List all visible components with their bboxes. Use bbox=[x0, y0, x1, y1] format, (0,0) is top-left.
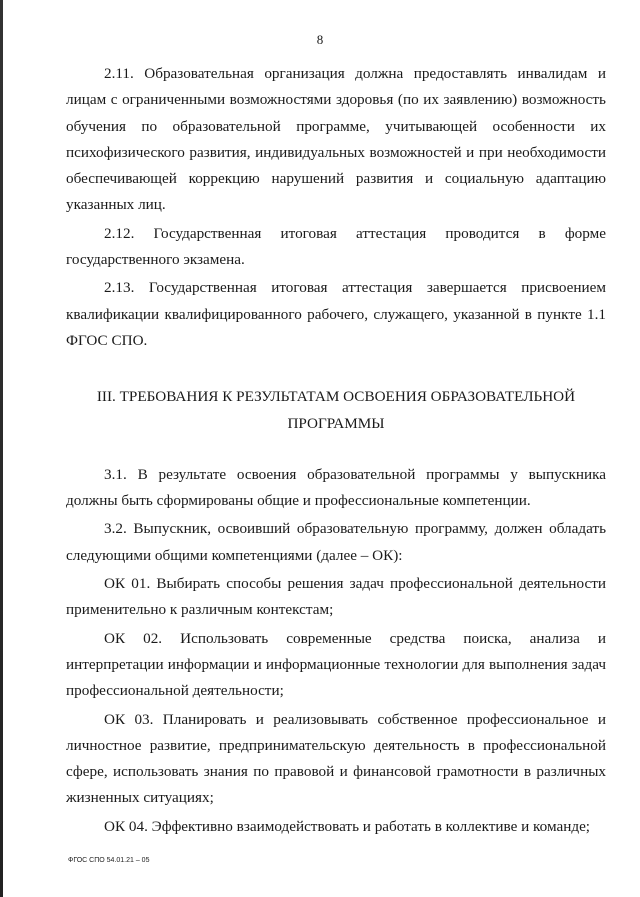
footer-doc-code: ФГОС СПО 54.01.21 – 05 bbox=[68, 857, 150, 864]
document-body bbox=[66, 61, 606, 842]
competency-ok-02: ОК 02. Использовать современные средства поиска, анализа и интерпретации информации и информационные технологии для выполнения задач профессиональной деятельности; bbox=[66, 629, 606, 700]
paragraph-3-2: 3.2. Выпускник, освоивший образовательную программу, должен обладать следующими общими компетенциями (далее – ОК): bbox=[66, 520, 606, 564]
paragraph-2-11: 2.11. Образовательная организация должна предоставлять инвалидам и лицам с ограниченными возможностями здоровья (по их заявлению) возможность обучения по образовательной программе, учитывающей особенности их психофизического развития, индивидуальных возможностей и при необходимости обеспечивающей коррекцию нарушений развития и социальную адаптацию указанных лиц. bbox=[66, 65, 606, 214]
competency-ok-04: ОК 04. Эффективно взаимодействовать и работать в коллективе и команде; bbox=[104, 817, 591, 835]
paragraph-2-13: 2.13. Государственная итоговая аттестация завершается присвоением квалификации квалифицированного рабочего, служащего, указанной в пункте 1.1 ФГОС СПО. bbox=[66, 279, 606, 349]
paragraph-2-12: 2.12. Государственная итоговая аттестация проводится в форме государственного экзамена. bbox=[66, 224, 606, 269]
section-heading: III. ТРЕБОВАНИЯ К РЕЗУЛЬТАТАМ ОСВОЕНИЯ ОБРАЗОВАТЕЛЬНОЙ ПРОГРАММЫ bbox=[96, 388, 576, 432]
competency-ok-01: ОК 01. Выбирать способы решения задач профессиональной деятельности применительно к различным контекстам; bbox=[66, 575, 606, 619]
page-number: 8 bbox=[316, 32, 324, 47]
competency-ok-03: ОК 03. Планировать и реализовывать собственное профессиональное и личностное развитие, предпринимательскую деятельность в профессиональной сфере, использовать знания по правовой и финансовой грамотности в различных жизненных ситуациях; bbox=[66, 710, 606, 807]
paragraph-3-1: 3.1. В результате освоения образовательной программы у выпускника должны быть сформированы общие и профессиональные компетенции. bbox=[66, 465, 606, 510]
